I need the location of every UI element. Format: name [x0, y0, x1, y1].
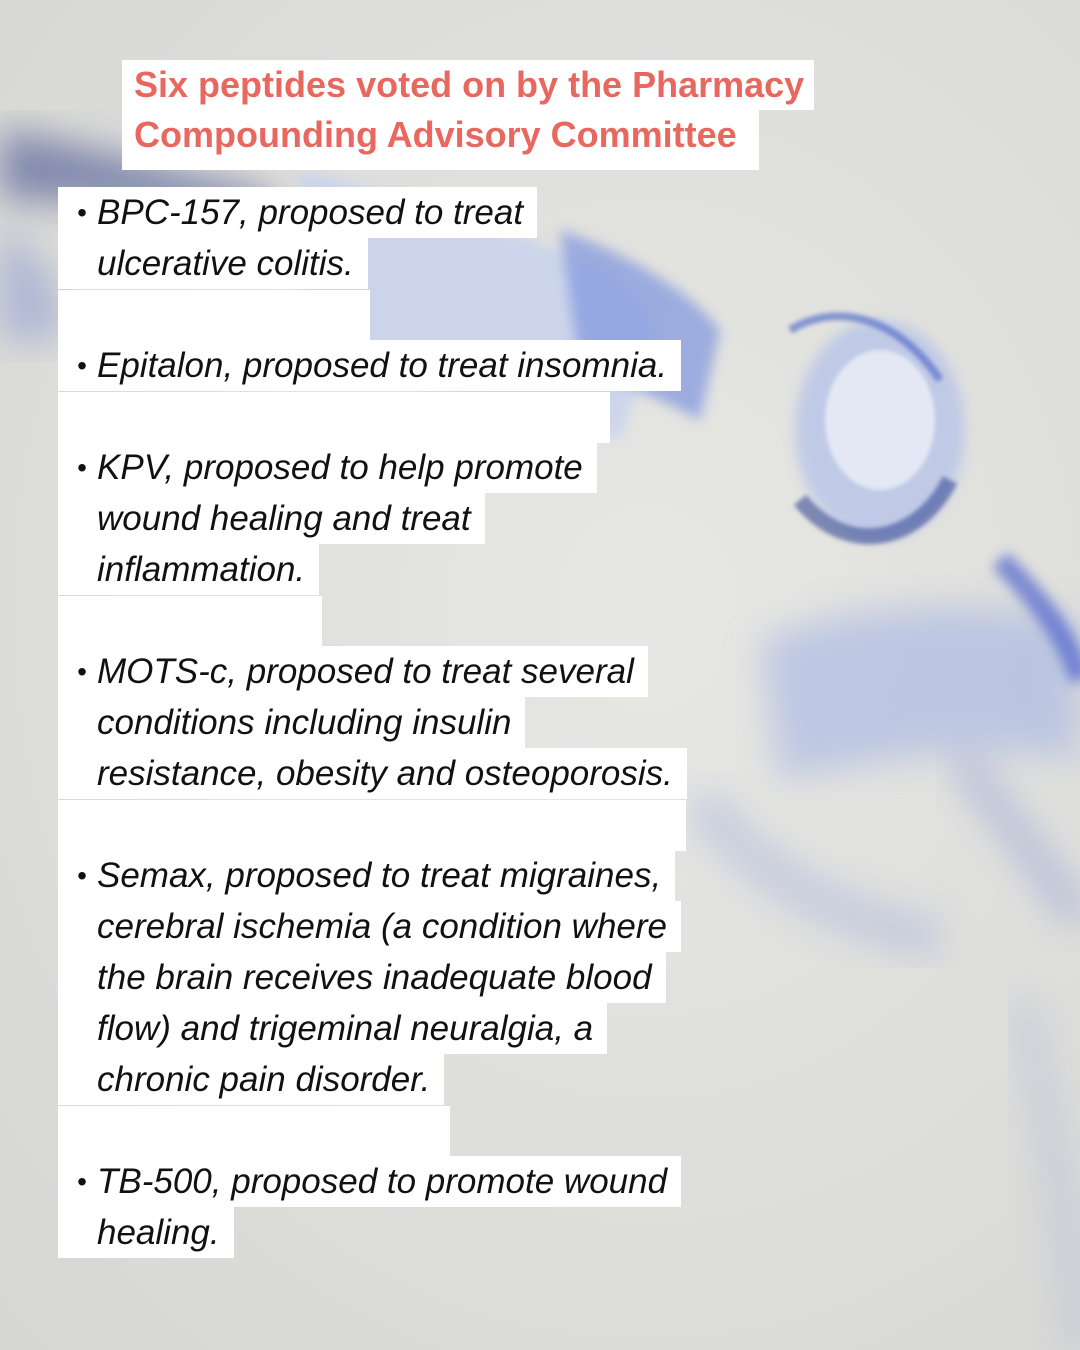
- list-item-line: ulcerative colitis.: [58, 238, 368, 289]
- title-line: Six peptides voted on by the Pharmacy: [122, 60, 814, 110]
- list-item-line: flow) and trigeminal neuralgia, a: [58, 1003, 607, 1054]
- list-item-line: wound healing and treat: [58, 493, 485, 544]
- list-item-line: Semax, proposed to treat migraines,: [58, 850, 675, 901]
- list-item: [58, 850, 687, 1105]
- list-item: [58, 442, 687, 595]
- bullet-icon: •: [77, 452, 87, 483]
- peptide-list: [58, 187, 687, 1258]
- bullet-icon: •: [77, 1166, 87, 1197]
- list-item-line: healing.: [58, 1207, 234, 1258]
- bullet-icon: •: [77, 350, 87, 381]
- list-item-line: inflammation.: [58, 544, 319, 595]
- bullet-icon: •: [77, 197, 87, 228]
- list-item: [58, 187, 687, 289]
- page-title: [122, 60, 814, 170]
- list-item-line: KPV, proposed to help promote: [58, 442, 597, 493]
- list-item-line: chronic pain disorder.: [58, 1054, 444, 1105]
- list-item-line: Epitalon, proposed to treat insomnia.: [58, 340, 681, 391]
- list-item-line: conditions including insulin: [58, 697, 525, 748]
- list-item-line: resistance, obesity and osteoporosis.: [58, 748, 687, 799]
- title-line: Compounding Advisory Committee: [122, 110, 759, 170]
- list-item: [58, 646, 687, 799]
- list-item: [58, 340, 687, 391]
- bullet-icon: •: [77, 860, 87, 891]
- list-item: [58, 1156, 687, 1258]
- list-item-line: BPC-157, proposed to treat: [58, 187, 537, 238]
- list-item-line: the brain receives inadequate blood: [58, 952, 666, 1003]
- list-item-line: cerebral ischemia (a condition where: [58, 901, 681, 952]
- list-item-line: TB-500, proposed to promote wound: [58, 1156, 681, 1207]
- bullet-icon: •: [77, 656, 87, 687]
- list-item-line: MOTS-c, proposed to treat several: [58, 646, 648, 697]
